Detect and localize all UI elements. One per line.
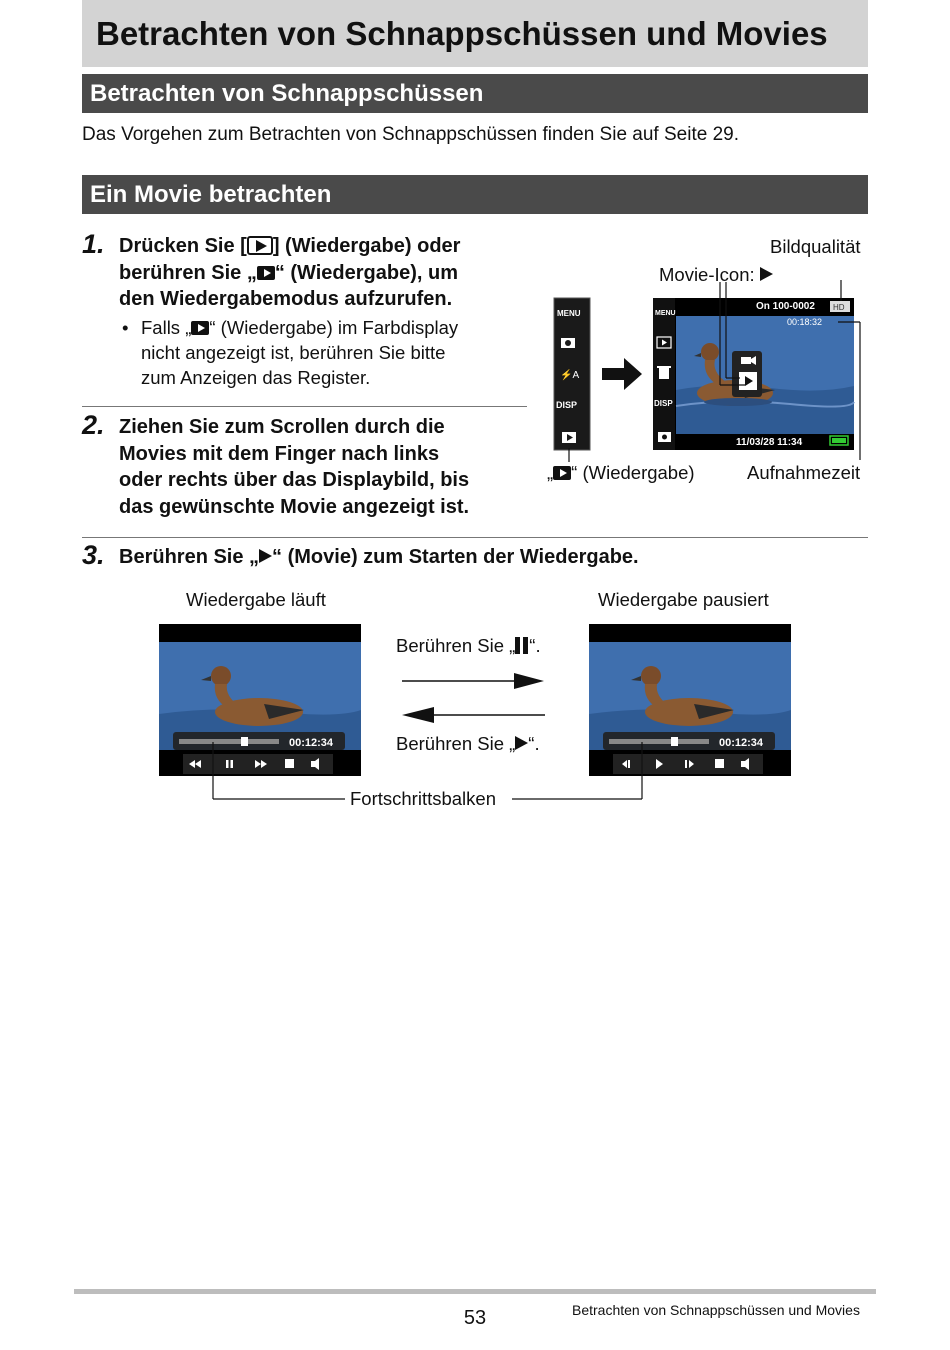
step-1-line2b: “ (Wiedergabe), um — [274, 261, 458, 284]
step-1-note — [141, 315, 531, 390]
step-3-text-a: Berühren Sie „ — [119, 546, 260, 568]
elapsed-time: 00:12:34 — [719, 737, 764, 749]
section-heading-movie: Ein Movie betrachten — [82, 175, 868, 214]
note-line1a: Falls „ — [141, 317, 192, 338]
step-3-number: 3. — [82, 540, 105, 570]
step-divider — [82, 406, 527, 407]
page-title: Betrachten von Schnappschüssen und Movies — [82, 0, 868, 67]
intro-text: Das Vorgehen zum Betrachten von Schnappschüssen finden Sie auf Seite 29. — [82, 124, 739, 145]
label-recording-time: Aufnahmezeit — [747, 462, 861, 483]
note-line2: nicht angezeigt ist, berühren Sie bitte — [141, 342, 446, 363]
label-movie-icon-text: Movie-Icon: — [659, 264, 755, 285]
trash-icon — [657, 366, 671, 379]
lcd-datetime: 11/03/28 11:34 — [736, 437, 803, 448]
label-playback — [547, 462, 695, 484]
lcd-file-number: On 100-0002 — [756, 301, 815, 312]
step-2-line1: Ziehen Sie zum Scrollen durch die — [119, 416, 445, 438]
footer-rule — [74, 1289, 876, 1294]
step-divider — [82, 537, 868, 538]
label-progress-bar: Fortschrittsbalken — [350, 788, 496, 809]
movie-play-icon — [760, 267, 773, 281]
pause-icon — [515, 637, 529, 654]
label-paused: Wiedergabe pausiert — [598, 589, 769, 610]
movie-play-icon — [259, 549, 272, 563]
step-1-line3: den Wiedergabemodus aufzurufen. — [119, 288, 453, 310]
step-3-text — [119, 544, 639, 571]
lcd-figure — [540, 280, 880, 470]
step-1-bullet: • — [122, 317, 129, 338]
lcd-menu-label: MENU — [655, 310, 676, 317]
elapsed-time: 00:12:34 — [289, 737, 334, 749]
label-playback-a: „ — [547, 462, 554, 483]
duck-head — [701, 343, 719, 361]
label-touch-pause-a: Berühren Sie „ — [396, 635, 516, 656]
note-line1b: “ (Wiedergabe) im Farbdisplay — [209, 317, 459, 338]
step-1-line1b: ] (Wiedergabe) oder — [272, 235, 461, 257]
label-image-quality: Bildqualität — [770, 236, 861, 257]
lcd-quality-badge: HD — [833, 303, 845, 312]
playback-tab-icon — [257, 266, 275, 280]
play-button-icon — [247, 236, 273, 255]
step-1-number: 1. — [82, 229, 105, 259]
step-1-line2a: berühren Sie „ — [119, 261, 257, 284]
step-2-line3: oder rechts über das Displaybild, bis — [119, 469, 470, 491]
arrow-right-icon — [514, 673, 544, 689]
label-playback-b: “ (Wiedergabe) — [571, 462, 695, 483]
arrow-left-icon — [402, 707, 434, 723]
label-touch-pause-b: “. — [529, 635, 541, 656]
footer-title: Betrachten von Schnappschüssen und Movies — [572, 1302, 860, 1318]
arrow-right-icon — [602, 358, 642, 390]
playback-tab-icon — [553, 466, 571, 480]
lcd-duration: 00:18:32 — [787, 317, 823, 327]
flash-icon: ⚡A — [560, 370, 580, 381]
playback-tab-icon — [191, 321, 209, 335]
step-1-text — [119, 233, 529, 313]
label-touch-play-b: “. — [528, 733, 540, 754]
playback-tab-icon — [562, 432, 576, 443]
lcd-disp-label: DISP — [654, 399, 673, 408]
section-heading-snapshots: Betrachten von Schnappschüssen — [82, 74, 868, 113]
step-2-line4: das gewünschte Movie angezeigt ist. — [119, 495, 470, 518]
label-playing: Wiedergabe läuft — [186, 589, 326, 610]
note-line3: zum Anzeigen das Register. — [141, 367, 371, 388]
step-1-line1a: Drücken Sie [ — [119, 235, 247, 257]
step-2-number: 2. — [82, 410, 105, 440]
step-3-text-b: “ (Movie) zum Starten der Wiedergabe. — [272, 546, 639, 568]
camera-icon — [561, 338, 575, 348]
step-2-line2: Movies mit dem Finger nach links — [119, 442, 440, 465]
movie-camera-icon — [741, 356, 756, 365]
page-number: 53 — [463, 1307, 487, 1329]
lcd-strip-menu: MENU — [557, 309, 581, 318]
lcd-strip-disp: DISP — [556, 400, 578, 410]
step-2-text — [119, 414, 529, 520]
label-touch-play-a: Berühren Sie „ — [396, 733, 516, 754]
camera-icon — [658, 432, 671, 442]
label-touch-pause — [396, 635, 541, 657]
